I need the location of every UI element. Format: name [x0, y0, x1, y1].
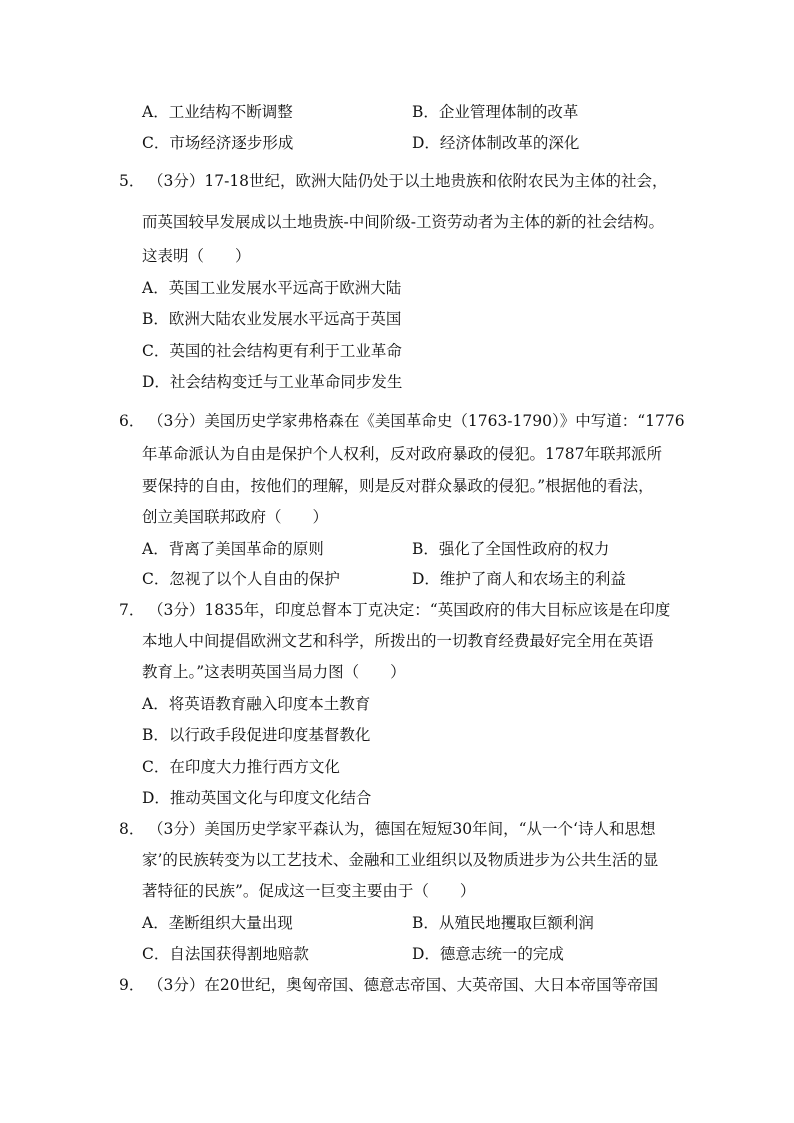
q6-number: 6．	[119, 412, 145, 430]
q9-stem-line-1: （3分）在20世纪，奥匈帝国、德意志帝国、大英帝国、大日本帝国等帝国	[148, 976, 659, 994]
q6-stem-line-3: 要保持的自由，按他们的理解，则是反对群众暴政的侵犯。”根据他的看法，	[142, 477, 654, 495]
q4-option-b[interactable]: B．企业管理体制的改革	[412, 103, 579, 121]
q8-stem-line-2: 家’的民族转变为以工艺技术、金融和工业组织以及物质进步为公共生活的显	[142, 851, 659, 869]
q4-options-row-1	[142, 101, 682, 123]
q5-stem-line-2: 而英国较早发展成以土地贵族-中间阶级-工资劳动者为主体的新的社会结构。	[142, 213, 664, 231]
q7-option-b[interactable]: B．以行政手段促进印度基督教化	[142, 726, 371, 744]
q7-option-c[interactable]: C．在印度大力推行西方文化	[142, 758, 340, 776]
q8-option-d[interactable]: D．德意志统一的完成	[412, 945, 564, 963]
q9-number: 9．	[119, 976, 145, 994]
q7-option-d[interactable]: D．推动英国文化与印度文化结合	[142, 789, 372, 807]
q7-stem-line-2: 本地人中间提倡欧洲文艺和科学，所拨出的一切教育经费最好完全用在英语	[142, 632, 654, 650]
q5-option-a[interactable]: A．英国工业发展水平远高于欧洲大陆	[142, 279, 402, 297]
q4-option-d[interactable]: D．经济体制改革的深化	[412, 134, 580, 152]
q6-option-d[interactable]: D．维护了商人和农场主的利益	[412, 570, 626, 588]
q4-option-c[interactable]: C．市场经济逐步形成	[142, 134, 294, 152]
q5-option-c[interactable]: C．英国的社会结构更有利于工业革命	[142, 342, 402, 360]
q6-options-row-2	[142, 568, 682, 590]
q8-options-row-1	[142, 912, 682, 934]
q5-option-b[interactable]: B．欧洲大陆农业发展水平远高于英国	[142, 310, 402, 328]
q4-option-a[interactable]: A．工业结构不断调整	[142, 103, 293, 121]
q8-option-a[interactable]: A．垄断组织大量出现	[142, 914, 293, 932]
q8-options-row-2	[142, 943, 682, 965]
q6-stem-line-1: （3分）美国历史学家弗格森在《美国革命史（1763-1790）》中写道：“1776	[148, 412, 685, 430]
q5-number: 5．	[119, 172, 145, 190]
q7-number: 7．	[119, 601, 145, 619]
q8-number: 8．	[119, 820, 145, 838]
q8-option-c[interactable]: C．自法国获得割地赔款	[142, 945, 309, 963]
q5-stem-line-3: 这表明（ ）	[142, 247, 251, 265]
q7-option-a[interactable]: A．将英语教育融入印度本土教育	[142, 695, 371, 713]
q7-stem-line-1: （3分）1835年，印度总督本丁克决定：“英国政府的伟大目标应该是在印度	[148, 601, 671, 619]
q7-stem-line-3: 教育上。”这表明英国当局力图（ ）	[142, 663, 406, 681]
q6-stem-line-4: 创立美国联邦政府（ ）	[142, 508, 329, 526]
q8-stem-line-1: （3分）美国历史学家平森认为，德国在短短30年间，“从一个‘诗人和思想	[148, 820, 656, 838]
q6-option-a[interactable]: A．背离了美国革命的原则	[142, 540, 324, 558]
q8-option-b[interactable]: B．从殖民地攫取巨额利润	[412, 914, 594, 932]
q4-options-row-2	[142, 132, 682, 154]
q8-stem-line-3: 著特征的民族”。促成这一巨变主要由于（ ）	[142, 882, 476, 900]
q5-stem-line-1: （3分）17-18世纪，欧洲大陆仍处于以土地贵族和依附农民为主体的社会，	[148, 172, 668, 190]
q6-option-c[interactable]: C．忽视了以个人自由的保护	[142, 570, 340, 588]
q6-options-row-1	[142, 538, 682, 560]
q6-option-b[interactable]: B．强化了全国性政府的权力	[412, 540, 610, 558]
q6-stem-line-2: 年革命派认为自由是保护个人权利，反对政府暴政的侵犯。1787年联邦派所	[142, 445, 662, 463]
q5-option-d[interactable]: D．社会结构变迁与工业革命同步发生	[142, 373, 403, 391]
